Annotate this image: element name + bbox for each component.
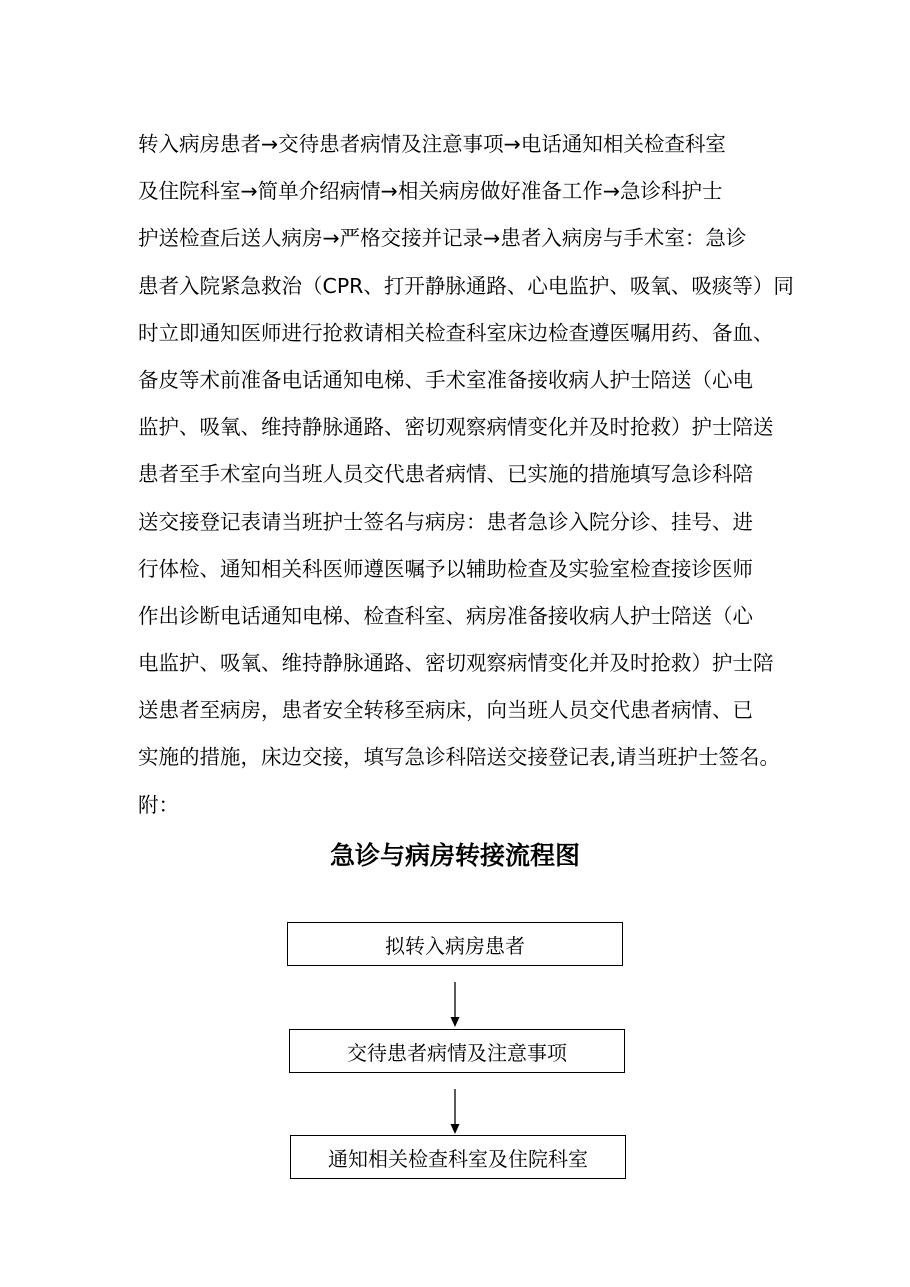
body-line: 护送检查后送人病房→严格交接并记录→患者入病房与手术室：急诊 bbox=[138, 226, 747, 251]
body-line: 患者至手术室向当班人员交代患者病情、已实施的措施填写急诊科陪 bbox=[138, 462, 753, 487]
body-line: 患者入院紧急救治（CPR、打开静脉通路、心电监护、吸氧、吸痰等）同 bbox=[138, 273, 794, 298]
body-line: 监护、吸氧、维持静脉通路、密切观察病情变化并及时抢救）护士陪送 bbox=[138, 415, 774, 440]
flow-step-label: 通知相关检查科室及住院科室 bbox=[328, 1146, 588, 1171]
down-arrow-icon bbox=[449, 982, 461, 1027]
body-line: 备皮等术前准备电话通知电梯、手术室准备接收病人护士陪送（心电 bbox=[138, 367, 753, 392]
flow-step-box bbox=[287, 922, 623, 966]
flow-step-box bbox=[289, 1029, 625, 1073]
flowchart-title: 急诊与病房转接流程图 bbox=[329, 841, 580, 870]
flow-step-label: 交待患者病情及注意事项 bbox=[347, 1040, 567, 1065]
body-line: 作出诊断电话通知电梯、检查科室、病房准备接收病人护士陪送（心 bbox=[138, 603, 753, 628]
body-line: 送患者至病房，患者安全转移至病床，向当班人员交代患者病情、已 bbox=[138, 698, 753, 723]
appendix-label: 附： bbox=[138, 792, 179, 817]
body-line: 时立即通知医师进行抢救请相关检查科室床边检查遵医嘱用药、备血、 bbox=[138, 320, 774, 345]
body-line: 实施的措施，床边交接，填写急诊科陪送交接登记表,请当班护士签名。 bbox=[138, 745, 781, 770]
body-paragraph bbox=[138, 121, 794, 829]
flow-step-label: 拟转入病房患者 bbox=[385, 933, 525, 958]
flow-step-box bbox=[290, 1135, 626, 1179]
body-line: 转入病房患者→交待患者病情及注意事项→电话通知相关检查科室 bbox=[138, 132, 726, 156]
body-line: 电监护、吸氧、维持静脉通路、密切观察病情变化并及时抢救）护士陪 bbox=[138, 651, 774, 676]
body-line: 及住院科室→简单介绍病情→相关病房做好准备工作→急诊科护士 bbox=[138, 179, 723, 204]
body-line: 送交接登记表请当班护士签名与病房：患者急诊入院分诊、挂号、进 bbox=[138, 509, 753, 534]
down-arrow-icon bbox=[449, 1089, 461, 1134]
body-line: 行体检、通知相关科医师遵医嘱予以辅助检查及实验室检查接诊医师 bbox=[138, 556, 753, 581]
